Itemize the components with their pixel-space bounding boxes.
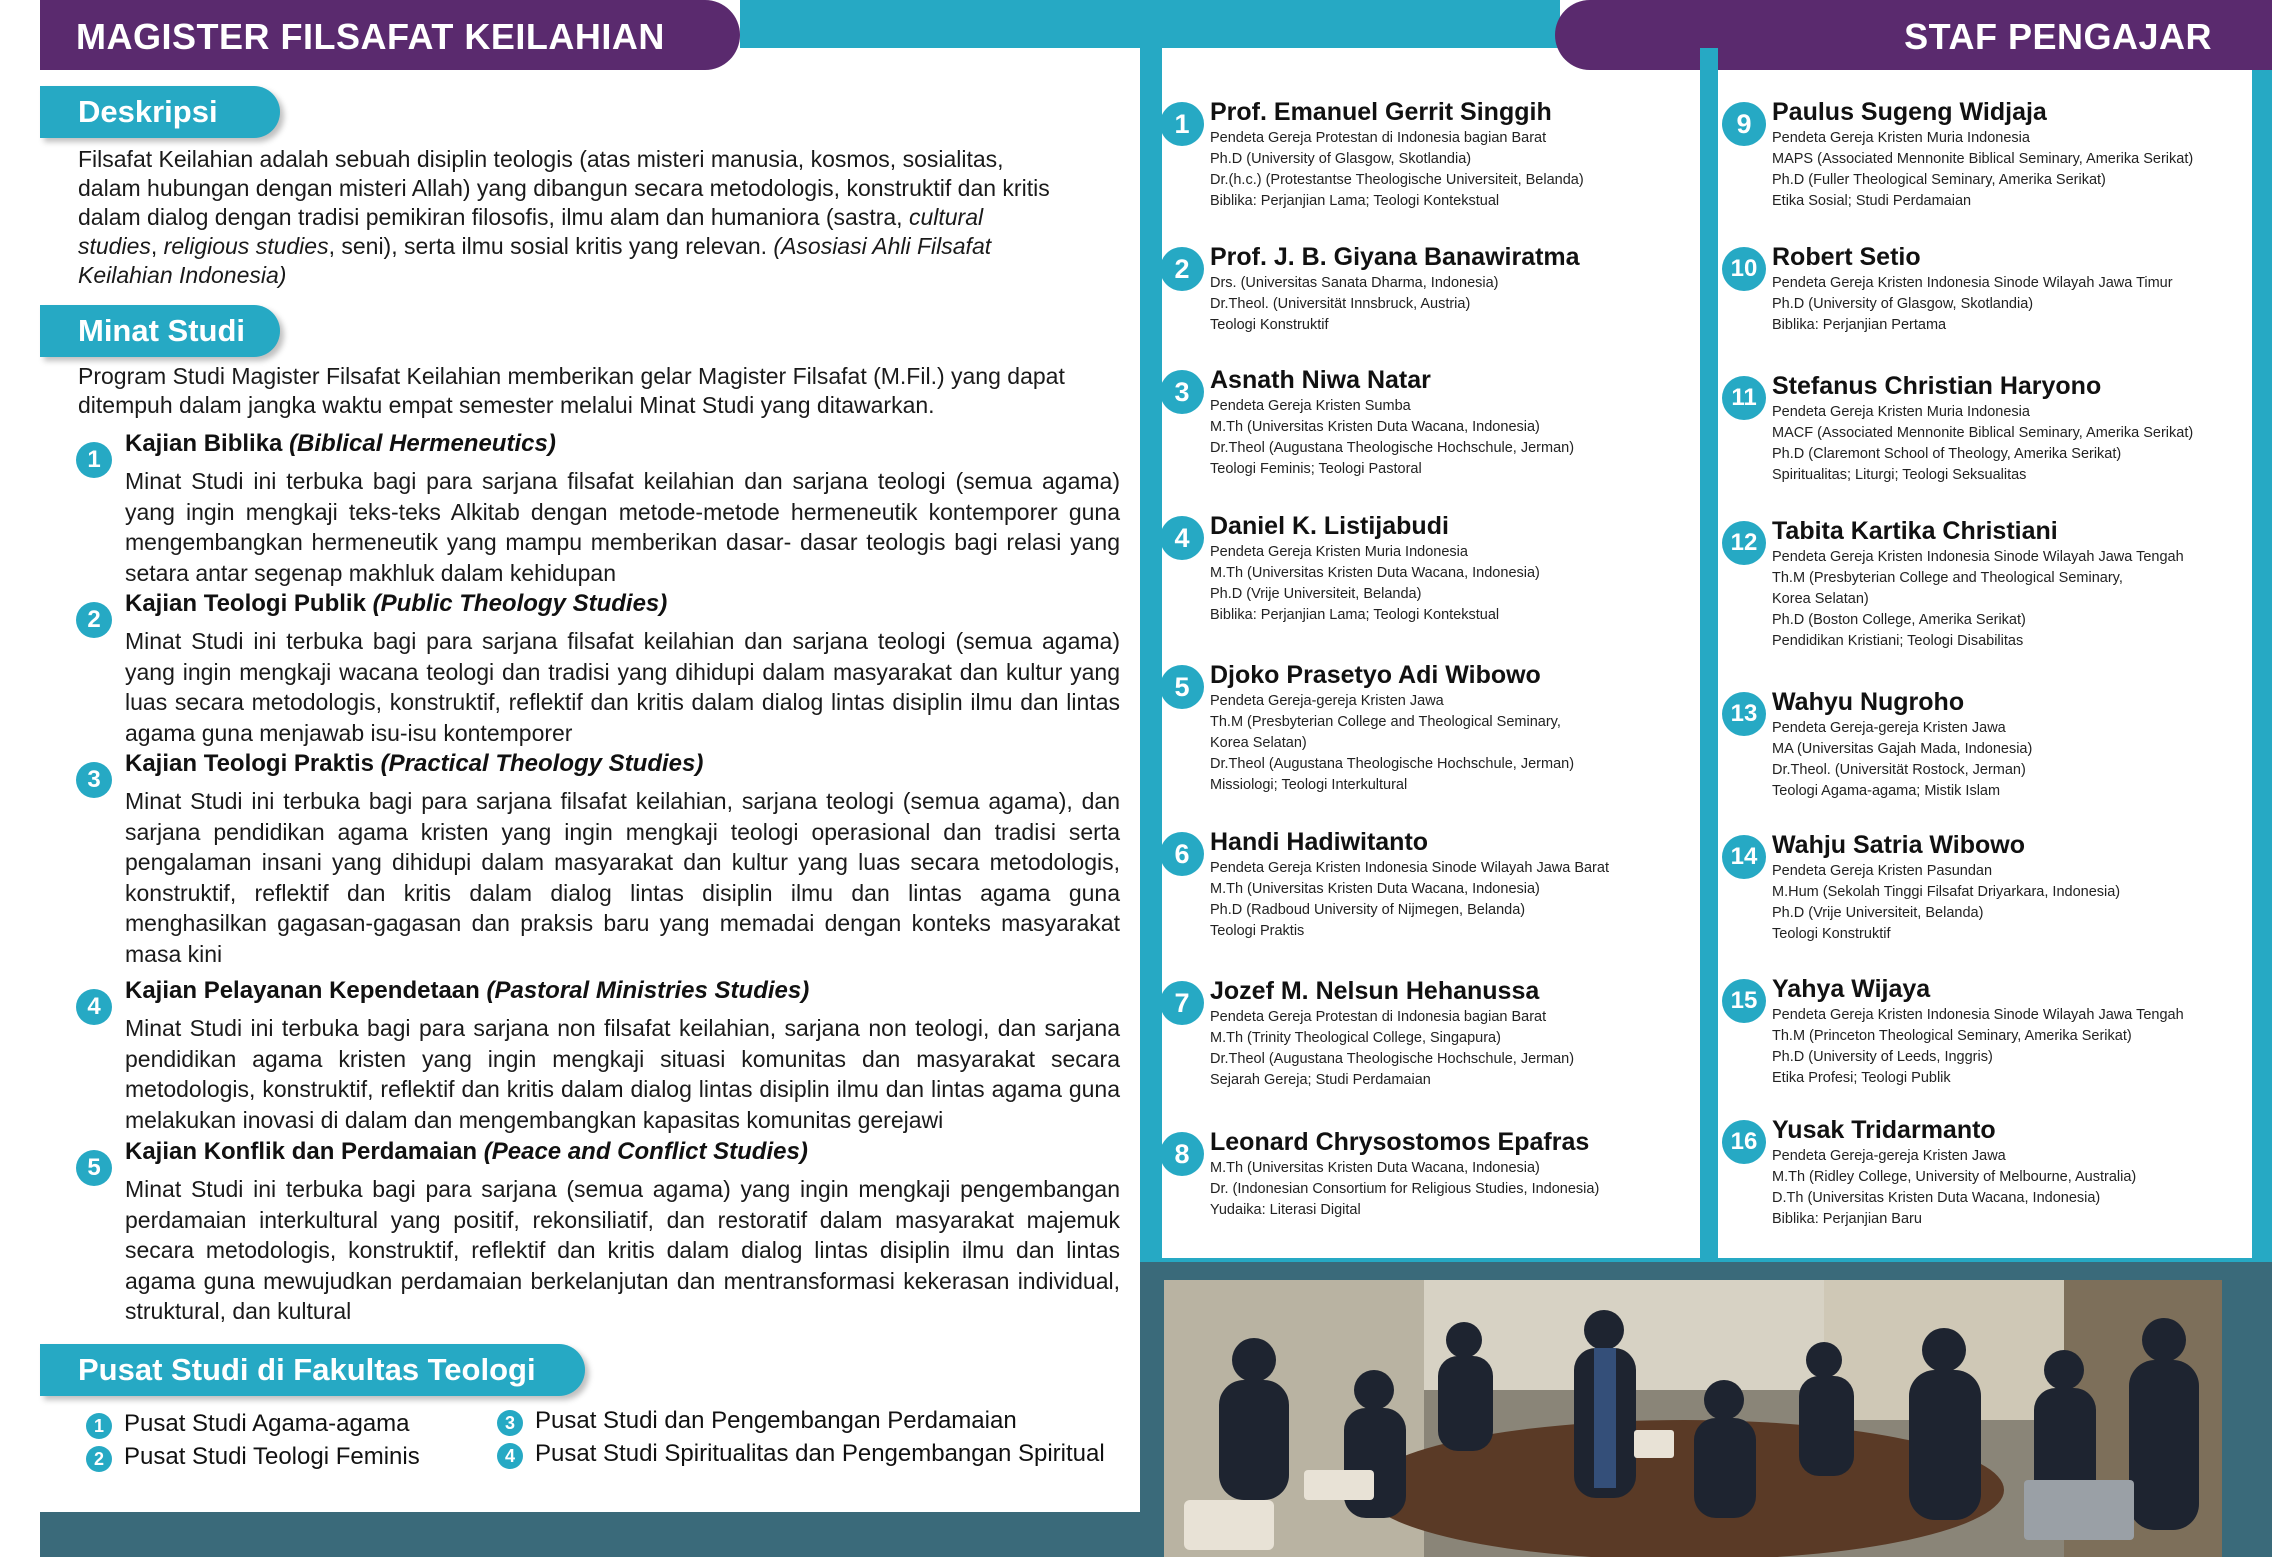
- minat-title-english: (Pastoral Ministries Studies): [486, 977, 810, 1004]
- staff-detail-line: Th.M (Princeton Theological Seminary, Amerika Serikat): [1772, 1028, 2132, 1044]
- staff-number-badge: 1: [1160, 102, 1204, 146]
- staff-entry: [1722, 98, 2252, 238]
- staff-detail-line: Pendeta Gereja-gereja Kristen Jawa: [1772, 720, 2006, 736]
- staff-detail-line: M.Th (Universitas Kristen Duta Wacana, Indonesia): [1210, 565, 1540, 581]
- staff-title-banner: [1555, 0, 2272, 70]
- deskripsi-heading: Deskripsi: [78, 94, 218, 129]
- minat-description-line: melakukan inovasi di dalam dan mengembangkan kapasitas komunitas gerejawi: [125, 1106, 944, 1133]
- staff-detail-line: Korea Selatan): [1210, 735, 1307, 751]
- program-title: MAGISTER FILSAFAT KEILAHIAN: [76, 16, 665, 57]
- staff-detail-line: Th.M (Presbyterian College and Theological Seminary,: [1210, 714, 1561, 730]
- staff-name: Handi Hadiwitanto: [1210, 828, 1429, 856]
- staff-detail-line: Pendeta Gereja Protestan di Indonesia bagian Barat: [1210, 1009, 1547, 1025]
- staff-detail-line: Dr. (Indonesian Consortium for Religious Studies, Indonesia): [1210, 1181, 1600, 1197]
- staff-detail-line: Missiologi; Teologi Interkultural: [1210, 777, 1408, 793]
- minat-item-title: [125, 590, 667, 618]
- minat-description-line: pengalaman insani yang dihidupi dalam masyarakat dan kultur yang luas secara metodologis,: [125, 849, 1120, 875]
- staff-name: Daniel K. Listijabudi: [1210, 512, 1449, 540]
- right-edge-bar: [2252, 70, 2272, 1270]
- staff-title: STAF PENGAJAR: [1904, 16, 2212, 57]
- minat-title-english: (Public Theology Studies): [372, 590, 668, 617]
- minat-title-english: (Peace and Conflict Studies): [483, 1138, 808, 1165]
- staff-detail-line: MACF (Associated Mennonite Biblical Seminary, Amerika Serikat): [1772, 425, 2194, 441]
- minat-description-line: perdamaian interkultural yang positif, rekonsiliatif, dan restoratif dalam masyarakat majemuk: [125, 1206, 1120, 1233]
- staff-entry: [1722, 975, 2252, 1115]
- pusat-number: 1: [86, 1413, 112, 1439]
- staff-number-badge: 16: [1722, 1120, 1766, 1164]
- staff-detail-line: Pendeta Gereja Kristen Indonesia Sinode Wilayah Jawa Timur: [1772, 275, 2173, 291]
- staff-number-badge: 7: [1160, 981, 1204, 1025]
- staff-detail-line: Dr.Theol (Augustana Theologische Hochschule, Jerman): [1210, 440, 1575, 456]
- minat-description-line: sarjana pendidikan agama kristen yang ingin mengkaji teologi operasional dan tradisi serta: [125, 818, 1120, 845]
- staff-name: Djoko Prasetyo Adi Wibowo: [1210, 661, 1541, 689]
- minat-item-description: [125, 1013, 1120, 1135]
- staff-detail-line: Ph.D (Vrije Universiteit, Belanda): [1772, 905, 1984, 921]
- staff-entry: [1722, 372, 2252, 512]
- staff-detail-line: Sejarah Gereja; Studi Perdamaian: [1210, 1072, 1431, 1088]
- staff-detail-line: M.Th (Trinity Theological College, Singapura): [1210, 1030, 1501, 1046]
- minat-title-text: Kajian Teologi Praktis: [125, 750, 381, 777]
- footer-bar: [40, 1512, 1140, 1557]
- staff-detail-line: Ph.D (Claremont School of Theology, Amerika Serikat): [1772, 446, 2122, 462]
- minat-description-line: pendidikan agama kristen yang ingin mengkaji situasi komunitas dan masyarakat secara: [125, 1045, 1120, 1072]
- staff-detail-line: Pendeta Gereja Kristen Sumba: [1210, 398, 1411, 414]
- minat-description-line: luas secara metodologis, konstruktif, reflektif dan kritis dalam dialog lintas disiplin ilmu dan lintas: [125, 689, 1120, 715]
- staff-detail-line: Pendidikan Kristiani; Teologi Disabilitas: [1772, 633, 2024, 649]
- staff-detail-line: Dr.Theol. (Universität Innsbruck, Austria): [1210, 296, 1471, 312]
- deskripsi-line: [78, 203, 1118, 232]
- pusat-number: 4: [497, 1443, 523, 1469]
- staff-detail-line: Dr.Theol. (Universität Rostock, Jerman): [1772, 762, 2026, 778]
- staff-entry: [1722, 831, 2252, 971]
- minat-description-line: yang ingin mengkaji wacana teologi dan tradisi yang dihidupi dalam masyarakat dan kultur yang: [125, 658, 1120, 685]
- deskripsi-line: [78, 232, 1118, 261]
- staff-detail-line: Pendeta Gereja-gereja Kristen Jawa: [1210, 693, 1444, 709]
- staff-name: Yusak Tridarmanto: [1772, 1116, 1996, 1144]
- minat-description-line: yang ingin mengkaji teks-teks Alkitab dengan metode-metode hermeneutik kontemporer guna: [125, 498, 1120, 525]
- minat-description-line: konstruktif, reflektif dan kritis dalam dialog lintas disiplin ilmu dan lintas agama guna: [125, 879, 1120, 906]
- staff-detail-line: Biblika: Perjanjian Baru: [1772, 1211, 1922, 1227]
- deskripsi-italic: (Asosiasi Ahli Filsafat: [773, 233, 992, 259]
- minat-heading-pill: [40, 305, 280, 357]
- deskripsi-line: Filsafat Keilahian adalah sebuah disiplin teologis (atas misteri manusia, kosmos, sosialitas,: [78, 146, 1004, 172]
- minat-description-line: Minat Studi ini terbuka bagi para sarjana filsafat keilahian, sarjana teologi (semua agama), dan: [125, 788, 1120, 814]
- staff-detail-line: Ph.D (University of Glasgow, Skotlandia): [1210, 151, 1472, 167]
- minat-item-title: [125, 430, 556, 458]
- minat-title-text: Kajian Biblika: [125, 430, 290, 457]
- staff-entry: [1160, 243, 1695, 383]
- staff-detail-line: Dr.Theol (Augustana Theologische Hochschule, Jerman): [1210, 756, 1575, 772]
- minat-intro-line: Program Studi Magister Filsafat Keilahian memberikan gelar Magister Filsafat (M.Fil.) yang dapat: [78, 363, 1065, 389]
- minat-item-description: [125, 466, 1120, 588]
- minat-item-description: [125, 1174, 1120, 1327]
- staff-detail-line: Teologi Agama-agama; Mistik Islam: [1772, 783, 2001, 799]
- staff-detail-line: Biblika: Perjanjian Pertama: [1772, 317, 1947, 333]
- minat-intro: [78, 362, 1128, 420]
- staff-detail-line: Biblika: Perjanjian Lama; Teologi Kontekstual: [1210, 193, 1500, 209]
- deskripsi-segment: ,: [150, 233, 164, 259]
- minat-description-line: agama guna mewujudkan perdamaian berkelanjutan dan mentransformasi kekerasan individual,: [125, 1267, 1120, 1294]
- minat-title-text: Kajian Konflik dan Perdamaian: [125, 1138, 484, 1165]
- pusat-number: 2: [86, 1446, 112, 1472]
- top-accent-strip: [740, 0, 1560, 48]
- minat-title-english: (Practical Theology Studies): [380, 750, 704, 777]
- deskripsi-segment: , seni), serta ilmu sosial kritis yang relevan.: [328, 233, 768, 259]
- staff-name: Asnath Niwa Natar: [1210, 366, 1431, 394]
- minat-description-line: agama guna menjawab isu-isu kontemporer: [125, 719, 573, 746]
- staff-entry: [1160, 98, 1695, 238]
- staff-entry: [1722, 1116, 2252, 1256]
- staff-number-badge: 4: [1160, 516, 1204, 560]
- staff-detail-line: Ph.D (Vrije Universiteit, Belanda): [1210, 586, 1422, 602]
- minat-description-line: setara antar segenap makhluk dalam kehidupan: [125, 559, 616, 586]
- minat-description-line: Minat Studi ini terbuka bagi para sarjana non filsafat keilahian, sarjana non teologi, dan sarjana: [125, 1015, 1120, 1041]
- minat-number-badge: 5: [76, 1150, 112, 1186]
- staff-number-badge: 8: [1160, 1132, 1204, 1176]
- staff-entry: [1722, 243, 2252, 383]
- staff-detail-line: Pendeta Gereja Kristen Indonesia Sinode Wilayah Jawa Barat: [1210, 860, 1609, 876]
- staff-entry: [1160, 977, 1695, 1117]
- staff-detail-line: MAPS (Associated Mennonite Biblical Seminary, Amerika Serikat): [1772, 151, 2194, 167]
- staff-entry: [1722, 517, 2252, 657]
- staff-detail-line: Pendeta Gereja Kristen Muria Indonesia: [1772, 130, 2030, 146]
- staff-detail-line: Pendeta Gereja Kristen Muria Indonesia: [1210, 544, 1468, 560]
- staff-name: Leonard Chrysostomos Epafras: [1210, 1128, 1590, 1156]
- staff-detail-line: Biblika: Perjanjian Lama; Teologi Kontekstual: [1210, 607, 1500, 623]
- pusat-item: Pusat Studi Spiritualitas dan Pengembangan Spiritual: [535, 1440, 1105, 1467]
- staff-detail-line: Etika Sosial; Studi Perdamaian: [1772, 193, 1972, 209]
- deskripsi-italic: religious studies: [163, 233, 329, 259]
- minat-description-line: Minat Studi ini terbuka bagi para sarjana (semua agama) yang ingin mengkaji pengembangan: [125, 1176, 1120, 1202]
- minat-heading: Minat Studi: [78, 313, 246, 348]
- deskripsi-italic: cultural: [908, 204, 984, 230]
- minat-item-title: [125, 750, 703, 778]
- minat-description-line: masa kini: [125, 940, 223, 967]
- staff-name: Tabita Kartika Christiani: [1772, 517, 2058, 545]
- staff-detail-line: M.Th (Universitas Kristen Duta Wacana, Indonesia): [1210, 881, 1540, 897]
- minat-title-english: (Biblical Hermeneutics): [289, 430, 556, 457]
- staff-name: Robert Setio: [1772, 243, 1921, 271]
- staff-name: Wahju Satria Wibowo: [1772, 831, 2026, 859]
- minat-description-line: Minat Studi ini terbuka bagi para sarjana filsafat keilahian dan sarjana teologi (semua agama): [125, 628, 1120, 654]
- staff-number-badge: 2: [1160, 247, 1204, 291]
- staff-number-badge: 12: [1722, 521, 1766, 565]
- minat-item-title: [125, 977, 809, 1005]
- staff-detail-line: Teologi Feminis; Teologi Pastoral: [1210, 461, 1422, 477]
- deskripsi-text: [78, 145, 1118, 290]
- staff-detail-line: Pendeta Gereja Kristen Indonesia Sinode Wilayah Jawa Tengah: [1772, 1007, 2184, 1023]
- staff-detail-line: Pendeta Gereja-gereja Kristen Jawa: [1772, 1148, 2006, 1164]
- staff-detail-line: Pendeta Gereja Protestan di Indonesia bagian Barat: [1210, 130, 1547, 146]
- staff-name: Jozef M. Nelsun Hehanussa: [1210, 977, 1540, 1005]
- group-discussion-photo: [1164, 1280, 2222, 1557]
- column-divider-right: [1700, 48, 1718, 1268]
- minat-number-badge: 4: [76, 989, 112, 1025]
- pusat-heading: Pusat Studi di Fakultas Teologi: [78, 1352, 536, 1387]
- staff-detail-line: M.Hum (Sekolah Tinggi Filsafat Driyarkara, Indonesia): [1772, 884, 2121, 900]
- staff-detail-line: Teologi Konstruktif: [1772, 926, 1891, 942]
- staff-detail-line: Dr.(h.c.) (Protestantse Theologische Universiteit, Belanda): [1210, 172, 1584, 188]
- minat-item-description: [125, 626, 1120, 748]
- staff-number-badge: 9: [1722, 102, 1766, 146]
- deskripsi-heading-pill: [40, 86, 280, 138]
- staff-detail-line: Pendeta Gereja Kristen Muria Indonesia: [1772, 404, 2030, 420]
- minat-description-line: Minat Studi ini terbuka bagi para sarjana filsafat keilahian dan sarjana teologi (semua agama): [125, 468, 1120, 494]
- minat-number-badge: 1: [76, 442, 112, 478]
- staff-entry: [1160, 661, 1695, 801]
- pusat-item: Pusat Studi Agama-agama: [124, 1410, 410, 1437]
- column-divider-left: [1140, 48, 1162, 1280]
- pusat-item: Pusat Studi dan Pengembangan Perdamaian: [535, 1407, 1017, 1434]
- deskripsi-line: dalam hubungan dengan misteri Allah) yang dibangun secara metodologis, konstruktif dan kritis: [78, 175, 1050, 201]
- staff-detail-line: Pendeta Gereja Kristen Pasundan: [1772, 863, 1993, 879]
- staff-detail-line: Ph.D (University of Glasgow, Skotlandia): [1772, 296, 2034, 312]
- staff-entry: [1722, 688, 2252, 828]
- staff-number-badge: 13: [1722, 692, 1766, 736]
- staff-entry: [1160, 366, 1695, 506]
- staff-name: Yahya Wijaya: [1772, 975, 1931, 1003]
- staff-detail-line: Ph.D (Radboud University of Nijmegen, Belanda): [1210, 902, 1526, 918]
- minat-title-text: Kajian Teologi Publik: [125, 590, 373, 617]
- staff-detail-line: Yudaika: Literasi Digital: [1210, 1202, 1361, 1218]
- pusat-number: 3: [497, 1410, 523, 1436]
- staff-name: Stefanus Christian Haryono: [1772, 372, 2102, 400]
- staff-number-badge: 14: [1722, 835, 1766, 879]
- staff-detail-line: M.Th (Ridley College, University of Melbourne, Australia): [1772, 1169, 2137, 1185]
- minat-description-line: menghasilkan gagasan-gagasan dan praksis baru yang memadai dengan konteks masyarakat: [125, 910, 1120, 936]
- staff-number-badge: 15: [1722, 979, 1766, 1023]
- staff-detail-line: Ph.D (Boston College, Amerika Serikat): [1772, 612, 2026, 628]
- deskripsi-line: [78, 261, 1118, 290]
- staff-detail-line: Ph.D (Fuller Theological Seminary, Amerika Serikat): [1772, 172, 2106, 188]
- staff-name: Paulus Sugeng Widjaja: [1772, 98, 2047, 126]
- staff-detail-line: Etika Profesi; Teologi Publik: [1772, 1070, 1951, 1086]
- staff-detail-line: Korea Selatan): [1772, 591, 1869, 607]
- staff-number-badge: 5: [1160, 665, 1204, 709]
- deskripsi-italic: studies: [78, 233, 151, 259]
- staff-number-badge: 10: [1722, 247, 1766, 291]
- staff-detail-line: M.Th (Universitas Kristen Duta Wacana, Indonesia): [1210, 1160, 1540, 1176]
- staff-name: Wahyu Nugroho: [1772, 688, 1965, 716]
- staff-detail-line: M.Th (Universitas Kristen Duta Wacana, Indonesia): [1210, 419, 1540, 435]
- staff-name: Prof. J. B. Giyana Banawiratma: [1210, 243, 1580, 271]
- deskripsi-segment: dalam dialog dengan tradisi pemikiran filosofis, ilmu alam dan humaniora (sastra,: [78, 204, 903, 230]
- staff-detail-line: D.Th (Universitas Kristen Duta Wacana, Indonesia): [1772, 1190, 2101, 1206]
- pusat-item: Pusat Studi Teologi Feminis: [124, 1443, 420, 1470]
- staff-entry: [1160, 1128, 1695, 1268]
- staff-detail-line: Dr.Theol (Augustana Theologische Hochschule, Jerman): [1210, 1051, 1575, 1067]
- staff-detail-line: Th.M (Presbyterian College and Theological Seminary,: [1772, 570, 2123, 586]
- minat-title-text: Kajian Pelayanan Kependetaan: [125, 977, 487, 1004]
- pusat-heading-pill: [40, 1344, 585, 1396]
- minat-number-badge: 3: [76, 762, 112, 798]
- minat-description-line: metodologis, konstruktif, reflektif dan kritis dalam dialog lintas disiplin ilmu dan lintas agama guna: [125, 1076, 1120, 1102]
- program-title-banner: [40, 0, 740, 70]
- minat-description-line: struktural, dan kultural: [125, 1298, 352, 1324]
- minat-item-title: [125, 1138, 808, 1166]
- staff-entry: [1160, 828, 1695, 968]
- staff-entry: [1160, 512, 1695, 652]
- minat-number-badge: 2: [76, 602, 112, 638]
- staff-name: Prof. Emanuel Gerrit Singgih: [1210, 98, 1552, 126]
- deskripsi-italic: Keilahian Indonesia): [78, 262, 287, 288]
- minat-description-line: secara metodologis, konstruktif, reflektif dan kritis dalam dialog lintas disiplin ilmu dan lintas: [125, 1237, 1120, 1263]
- staff-number-badge: 6: [1160, 832, 1204, 876]
- staff-detail-line: Teologi Praktis: [1210, 923, 1305, 939]
- staff-number-badge: 11: [1722, 376, 1766, 420]
- minat-item-description: [125, 786, 1120, 969]
- staff-detail-line: MA (Universitas Gajah Mada, Indonesia): [1772, 741, 2033, 757]
- minat-intro-line: ditempuh dalam jangka waktu empat semester melalui Minat Studi yang ditawarkan.: [78, 392, 935, 418]
- minat-description-line: mengembangkan hermeneutik yang mampu memberikan dasar- dasar teologis bagi relasi yang: [125, 529, 1120, 555]
- staff-detail-line: Ph.D (University of Leeds, Inggris): [1772, 1049, 1993, 1065]
- staff-number-badge: 3: [1160, 370, 1204, 414]
- staff-detail-line: Drs. (Universitas Sanata Dharma, Indonesia): [1210, 275, 1499, 291]
- staff-detail-line: Teologi Konstruktif: [1210, 317, 1329, 333]
- staff-detail-line: Pendeta Gereja Kristen Indonesia Sinode Wilayah Jawa Tengah: [1772, 549, 2184, 565]
- staff-detail-line: Spiritualitas; Liturgi; Teologi Seksualitas: [1772, 467, 2027, 483]
